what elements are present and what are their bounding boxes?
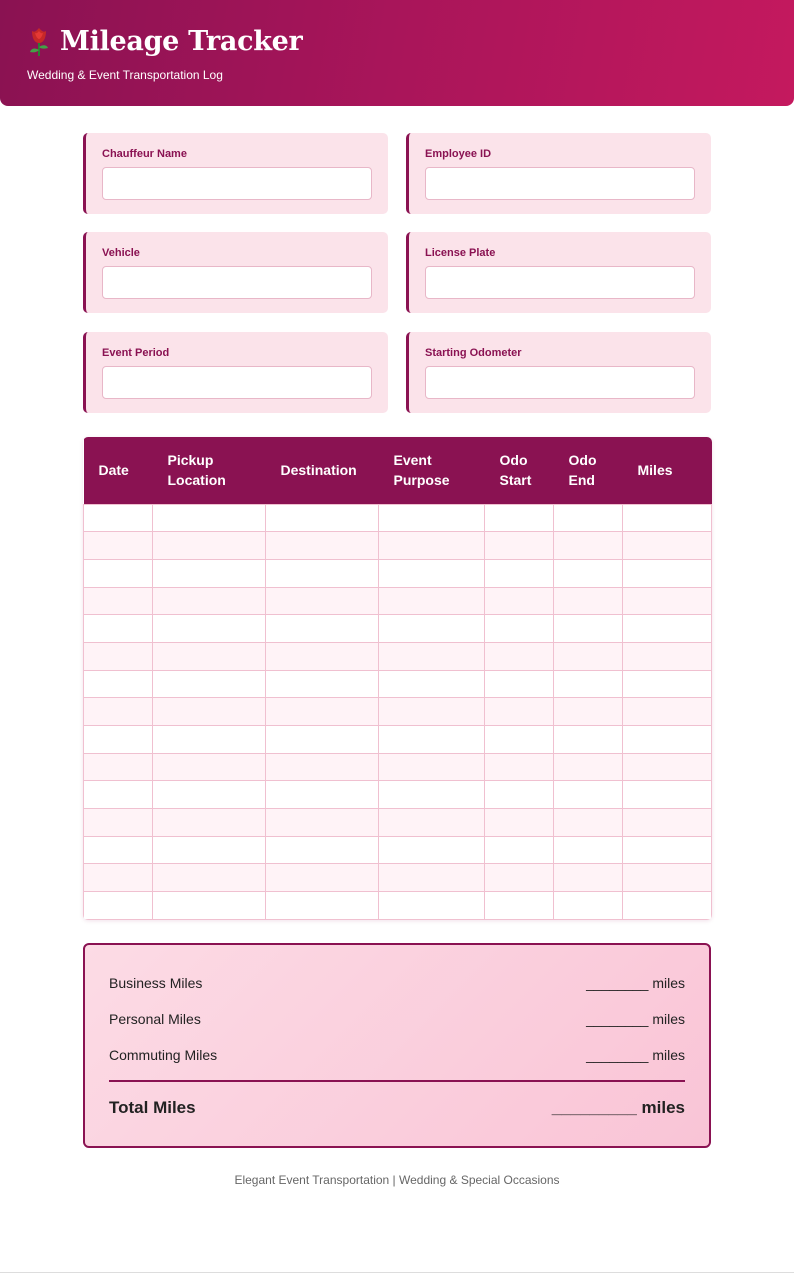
table-cell[interactable] [485,615,554,643]
table-body [84,504,712,919]
summary-value: ________ miles [586,1011,685,1027]
table-cell[interactable] [266,587,379,615]
summary-label: Personal Miles [109,1011,201,1027]
table-row [84,559,712,587]
table-row [84,642,712,670]
table-cell[interactable] [554,726,623,754]
table-cell[interactable] [84,864,153,892]
summary-total-row [109,1096,685,1120]
table-cell[interactable] [554,892,623,920]
table-row [84,753,712,781]
table-cell[interactable] [266,726,379,754]
table-cell[interactable] [554,587,623,615]
table-cell[interactable] [84,809,153,837]
table-cell[interactable] [153,726,266,754]
table-cell[interactable] [84,670,153,698]
table-cell[interactable] [153,615,266,643]
table-cell[interactable] [379,615,485,643]
table-cell[interactable] [266,864,379,892]
total-label: Total Miles [109,1098,196,1117]
table-cell[interactable] [554,532,623,560]
summary-value: ________ miles [586,1047,685,1063]
table-cell[interactable] [485,504,554,532]
table-cell[interactable] [485,670,554,698]
table-cell[interactable] [379,698,485,726]
table-row [84,532,712,560]
table-cell[interactable] [84,559,153,587]
starting-odometer-field [406,332,711,413]
table-cell[interactable] [379,642,485,670]
table-cell[interactable] [554,781,623,809]
table-cell[interactable] [623,504,712,532]
event-period-input[interactable] [102,366,372,399]
table-header-row [84,437,712,504]
column-header-odo-end: Odo End [554,437,623,504]
table-cell[interactable] [84,642,153,670]
total-value: _________ miles [551,1098,685,1117]
table-cell[interactable] [485,809,554,837]
table-row [84,504,712,532]
table-cell[interactable] [379,532,485,560]
table-cell[interactable] [623,781,712,809]
table-row [84,726,712,754]
summary-row-personal [109,1009,685,1029]
field-label: Event Period [102,347,170,359]
table-cell[interactable] [623,698,712,726]
table-cell[interactable] [153,504,266,532]
table-cell[interactable] [379,726,485,754]
table-cell[interactable] [84,753,153,781]
table-cell[interactable] [623,615,712,643]
table-cell[interactable] [266,892,379,920]
table-cell[interactable] [266,670,379,698]
table-cell[interactable] [379,781,485,809]
table-cell[interactable] [153,836,266,864]
column-header-miles: Miles [623,437,712,504]
table-cell[interactable] [153,642,266,670]
field-label: Chauffeur Name [102,148,187,160]
table-cell[interactable] [84,587,153,615]
table-cell[interactable] [623,587,712,615]
table-row [84,864,712,892]
table-cell[interactable] [485,836,554,864]
rose-icon [26,25,52,57]
table-cell[interactable] [485,559,554,587]
table-cell[interactable] [266,698,379,726]
table-cell[interactable] [554,864,623,892]
mileage-summary [83,943,711,1148]
field-label: Vehicle [102,247,140,259]
table-cell[interactable] [84,836,153,864]
summary-divider [109,1080,685,1082]
table-cell[interactable] [84,615,153,643]
column-header-event-purpose: Event Purpose [379,437,485,504]
table-cell[interactable] [153,753,266,781]
column-header-odo-start: Odo Start [485,437,554,504]
chauffeur-name-input[interactable] [102,167,372,200]
summary-row-commuting [109,1045,685,1065]
table-cell[interactable] [84,504,153,532]
table-row [84,781,712,809]
table-cell[interactable] [554,753,623,781]
table-cell[interactable] [485,642,554,670]
table-cell[interactable] [266,781,379,809]
table-cell[interactable] [485,781,554,809]
page-subtitle: Wedding & Event Transportation Log [27,68,223,82]
field-label: Employee ID [425,148,492,160]
table-cell[interactable] [266,753,379,781]
table-row [84,587,712,615]
page-header [0,0,794,106]
table-cell[interactable] [266,504,379,532]
table-cell[interactable] [623,864,712,892]
table-cell[interactable] [623,726,712,754]
table-cell[interactable] [623,892,712,920]
page-footer: Elegant Event Transportation | Wedding & Special Occasions [234,1173,560,1187]
table-cell[interactable] [379,559,485,587]
table-cell[interactable] [84,698,153,726]
table-cell[interactable] [485,726,554,754]
table-cell[interactable] [153,587,266,615]
chauffeur-name-field [83,133,388,214]
summary-row-business [109,973,685,993]
table-cell[interactable] [623,642,712,670]
table-cell[interactable] [266,532,379,560]
table-cell[interactable] [554,698,623,726]
mileage-log-table [83,437,712,920]
table-cell[interactable] [379,753,485,781]
table-cell[interactable] [84,726,153,754]
field-label: License Plate [425,247,496,259]
table-cell[interactable] [554,670,623,698]
table-cell[interactable] [153,559,266,587]
header-title-group [26,22,302,60]
table-cell[interactable] [266,836,379,864]
table-cell[interactable] [379,809,485,837]
table-row [84,836,712,864]
table-cell[interactable] [485,532,554,560]
table-cell[interactable] [379,670,485,698]
starting-odometer-input[interactable] [425,366,695,399]
table-cell[interactable] [266,615,379,643]
table-cell[interactable] [623,532,712,560]
table-cell[interactable] [379,864,485,892]
table-cell[interactable] [554,836,623,864]
field-label: Starting Odometer [425,347,522,359]
table-cell[interactable] [554,504,623,532]
table-cell[interactable] [554,615,623,643]
table-cell[interactable] [84,532,153,560]
table-cell[interactable] [84,892,153,920]
table-cell[interactable] [485,864,554,892]
table-cell[interactable] [623,753,712,781]
license-plate-field [406,232,711,313]
table-cell[interactable] [266,559,379,587]
table-cell[interactable] [153,698,266,726]
table-row [84,670,712,698]
table-row [84,615,712,643]
table-row [84,892,712,920]
table-cell[interactable] [379,587,485,615]
employee-id-input[interactable] [425,167,695,200]
table-cell[interactable] [485,753,554,781]
table-cell[interactable] [153,532,266,560]
table-cell[interactable] [554,559,623,587]
table-cell[interactable] [623,809,712,837]
table-cell[interactable] [623,670,712,698]
table-cell[interactable] [153,670,266,698]
table-cell[interactable] [623,559,712,587]
table-row [84,809,712,837]
table-cell[interactable] [623,836,712,864]
table-cell[interactable] [554,642,623,670]
event-period-field [83,332,388,413]
table-cell[interactable] [153,892,266,920]
page-bottom-divider [0,1272,794,1273]
employee-id-field [406,133,711,214]
table-cell[interactable] [84,781,153,809]
table-cell[interactable] [379,504,485,532]
summary-label: Business Miles [109,975,203,991]
table-cell[interactable] [153,809,266,837]
table-cell[interactable] [485,587,554,615]
table-cell[interactable] [379,836,485,864]
table-cell[interactable] [379,892,485,920]
license-plate-input[interactable] [425,266,695,299]
summary-label: Commuting Miles [109,1047,218,1063]
column-header-destination: Destination [266,437,379,504]
table-cell[interactable] [153,781,266,809]
page-title: Mileage Tracker [60,25,303,57]
table-cell[interactable] [266,809,379,837]
summary-value: ________ miles [586,975,685,991]
column-header-date: Date [84,437,153,504]
table-cell[interactable] [485,892,554,920]
table-cell[interactable] [266,642,379,670]
vehicle-field [83,232,388,313]
vehicle-input[interactable] [102,266,372,299]
table-cell[interactable] [153,864,266,892]
column-header-pickup-location: Pickup Location [153,437,266,504]
table-cell[interactable] [554,809,623,837]
table-cell[interactable] [485,698,554,726]
table-row [84,698,712,726]
